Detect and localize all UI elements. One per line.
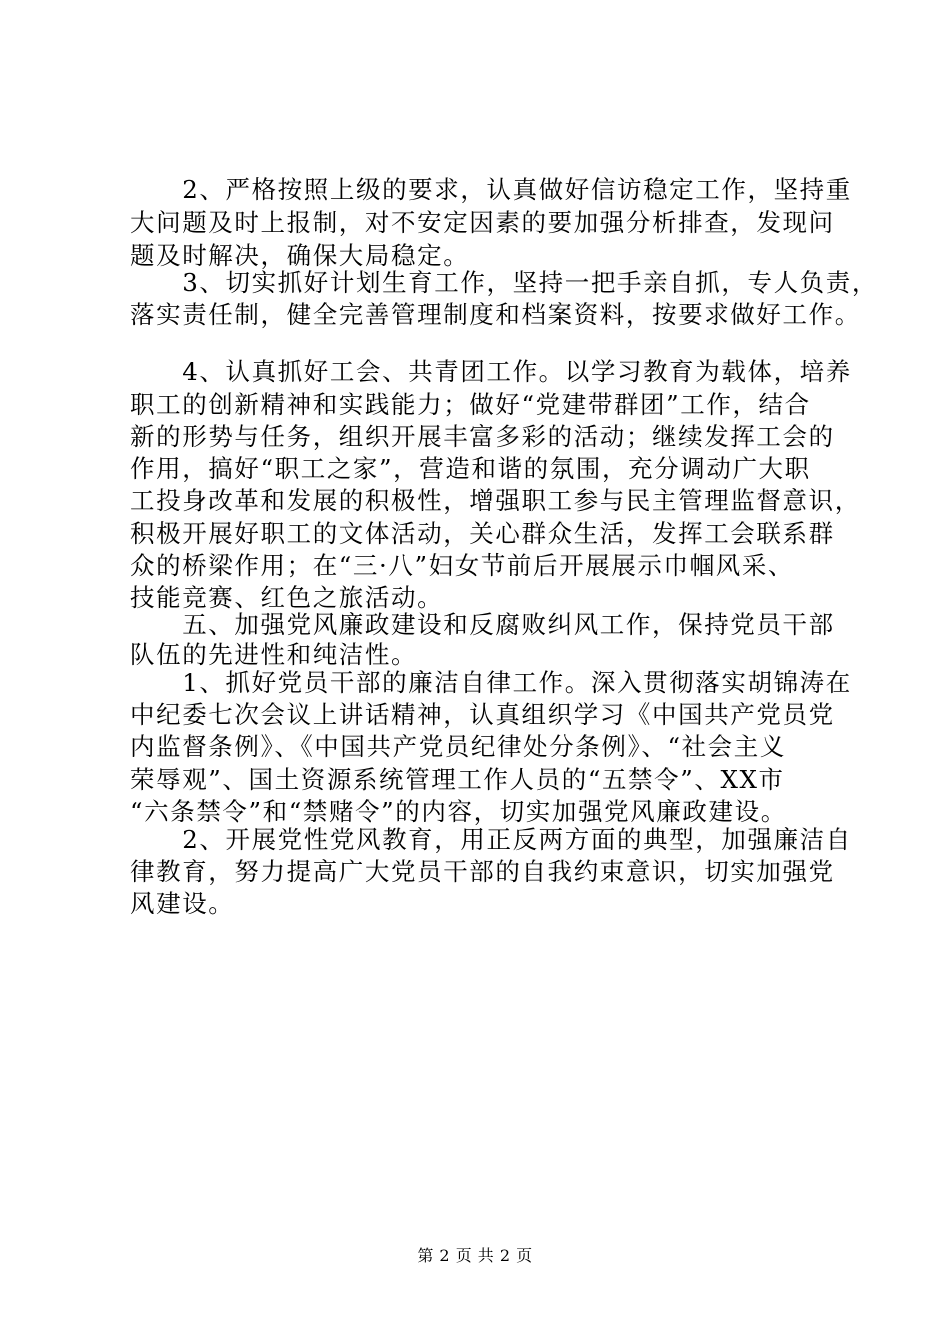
section-heading-line: 队伍的先进性和纯洁性。: [130, 640, 418, 669]
text-line: 荣辱观”、国土资源系统管理工作人员的“五禁令”、XX市: [130, 765, 785, 794]
text-line: 3、切实抓好计划生育工作，坚持一把手亲自抓，专人负责，: [130, 268, 878, 297]
text-line: 2、开展党性党风教育，用正反两方面的典型，加强廉洁自: [130, 825, 852, 854]
text-line: 工投身改革和发展的积极性，增强职工参与民主管理监督意识，: [130, 486, 861, 515]
text-line: 律教育，努力提高广大党员干部的自我约束意识，切实加强党: [130, 857, 835, 886]
text-line: 2、严格按照上级的要求，认真做好信访稳定工作，坚持重: [130, 175, 852, 204]
page-number-footer: 第 2 页 共 2 页: [417, 1246, 533, 1265]
text-line: 内监督条例》、《中国共产党员纪律处分条例》、“社会主义: [130, 732, 786, 761]
text-line: 中纪委七次会议上讲话精神，认真组织学习《中国共产党员党: [130, 700, 835, 729]
text-line: 大问题及时上报制，对不安定因素的要加强分析排查，发现问: [130, 208, 835, 237]
text-line: 落实责任制，健全完善管理制度和档案资料，按要求做好工作。: [130, 300, 861, 329]
text-line: “六条禁令”和“禁赌令”的内容，切实加强党风廉政建设。: [130, 797, 787, 826]
text-line: 职工的创新精神和实践能力；做好“党建带群团”工作，结合: [130, 390, 811, 419]
text-line: 新的形势与任务，组织开展丰富多彩的活动；继续发挥工会的: [130, 422, 835, 451]
text-line: 风建设。: [130, 889, 235, 918]
text-line: 众的桥梁作用；在“三·八”妇女节前后开展展示巾帼风采、: [130, 551, 795, 580]
text-line: 1、抓好党员干部的廉洁自律工作。深入贯彻落实胡锦涛在: [130, 668, 852, 697]
text-line: 积极开展好职工的文体活动，关心群众生活，发挥工会联系群: [130, 519, 835, 548]
text-line: 技能竞赛、红色之旅活动。: [130, 583, 444, 612]
text-line: 题及时解决，确保大局稳定。: [130, 241, 470, 270]
text-line: 作用，搞好“职工之家”，营造和谐的氛围，充分调动广大职: [130, 454, 811, 483]
section-heading-line: 五、加强党风廉政建设和反腐败纠风工作，保持党员干部: [130, 610, 835, 639]
text-line: 4、认真抓好工会、共青团工作。以学习教育为载体，培养: [130, 357, 852, 386]
